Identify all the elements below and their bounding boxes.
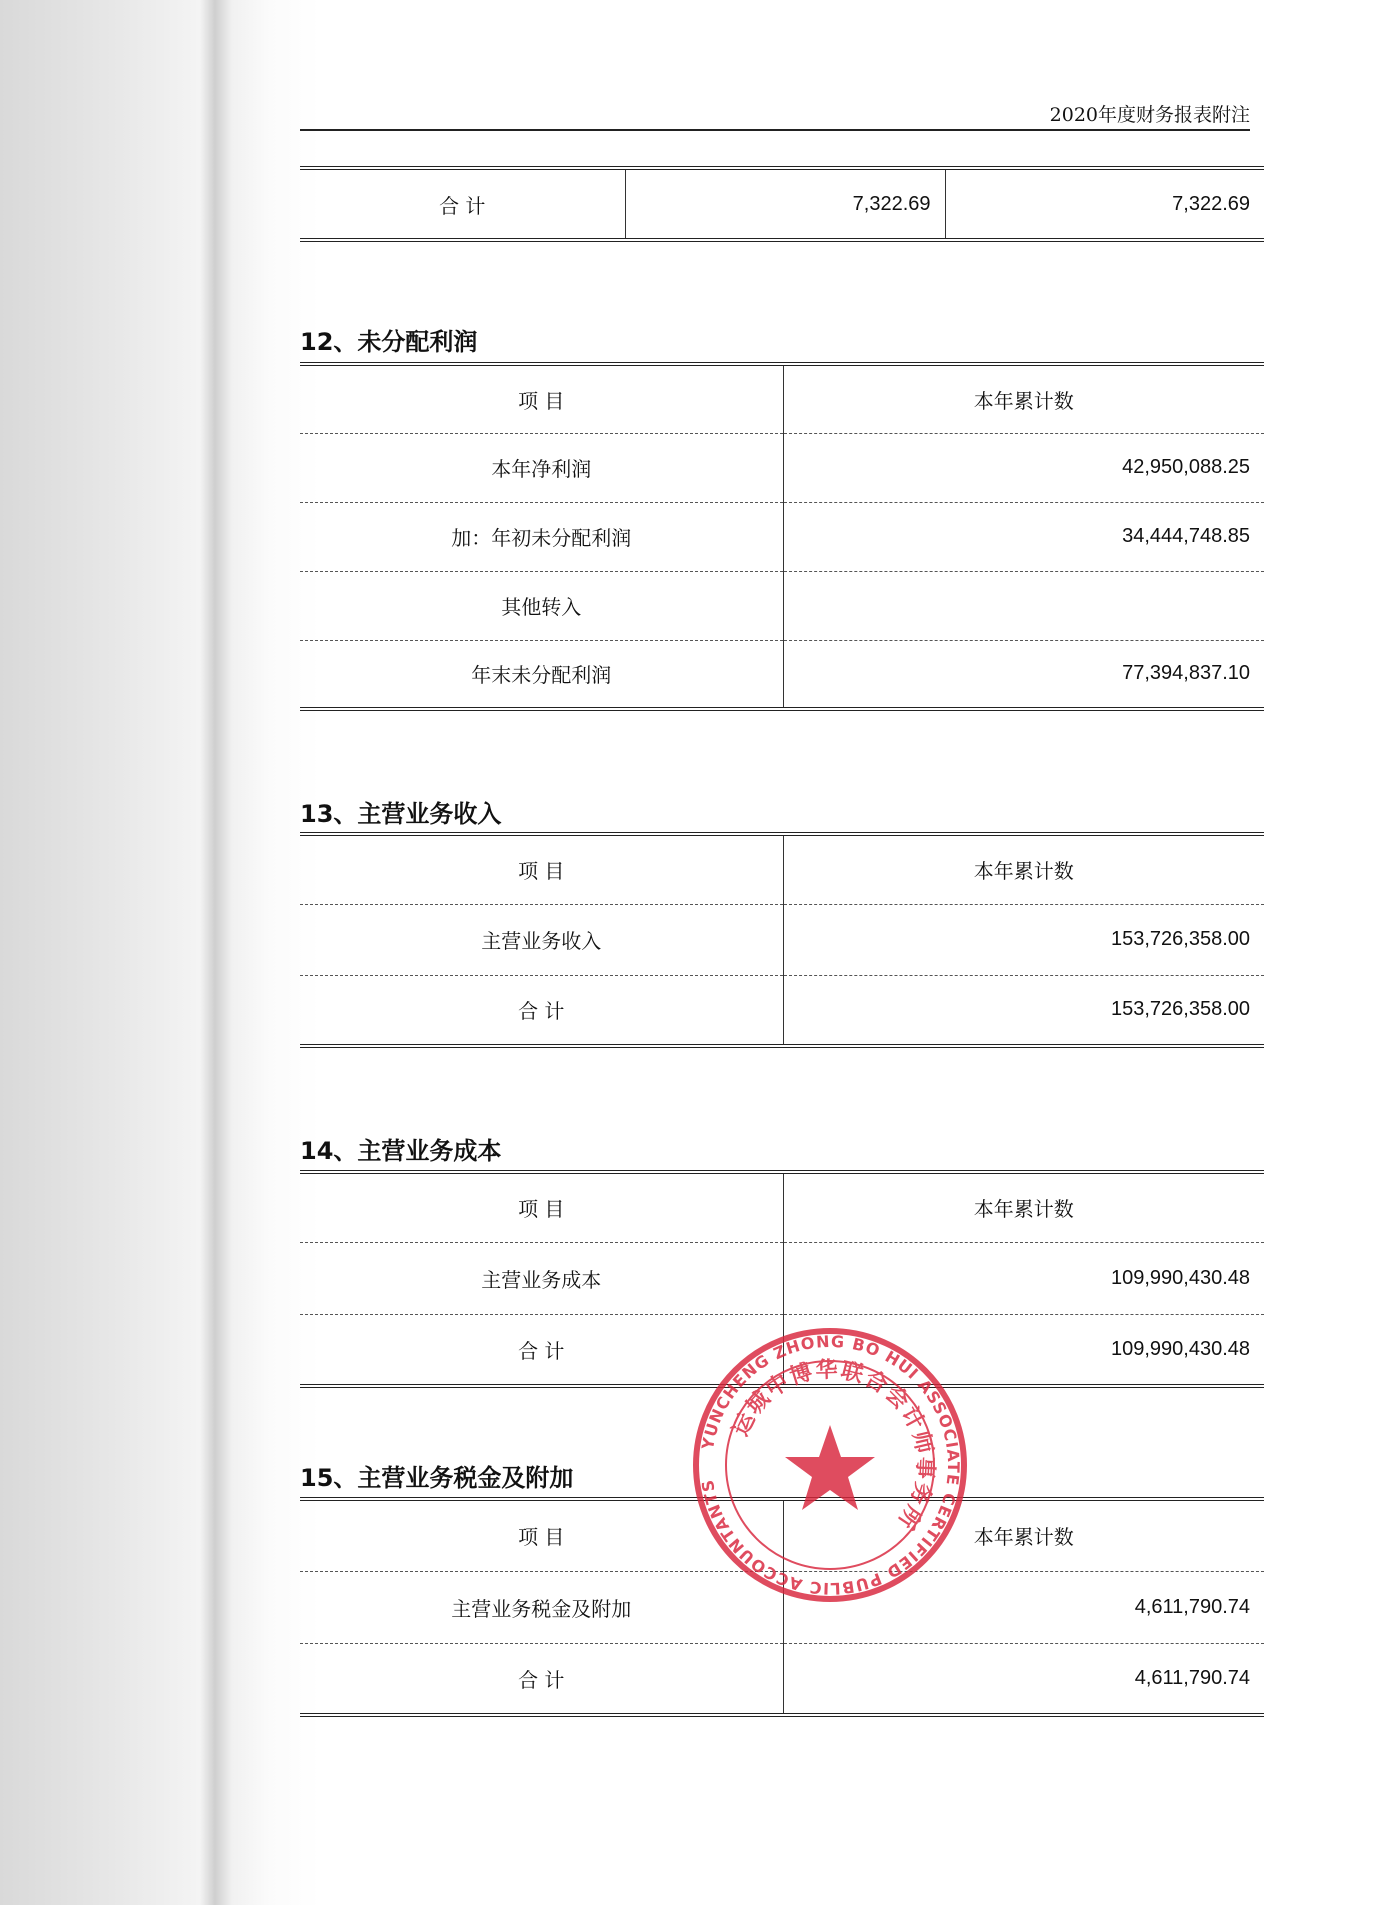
row-value: 153,726,358.00 (783, 975, 1264, 1046)
row-value: 109,990,430.48 (783, 1242, 1264, 1314)
col-value-header: 本年累计数 (783, 1499, 1264, 1571)
section-12-table (300, 362, 1264, 711)
table-row (300, 502, 1264, 571)
table-row (300, 571, 1264, 640)
table-row (300, 1242, 1264, 1314)
row-value: 77,394,837.10 (783, 640, 1264, 709)
total-value-2: 7,322.69 (945, 168, 1264, 240)
row-label: 主营业务税金及附加 (300, 1571, 783, 1643)
table-header-row (300, 834, 1264, 904)
section-13-title: 13、主营业务收入 (300, 800, 502, 828)
table-row (300, 904, 1264, 975)
company-seal (690, 1325, 970, 1605)
table-header-row (300, 1172, 1264, 1242)
row-label: 加：年初未分配利润 (300, 502, 783, 571)
table-row (300, 1643, 1264, 1715)
table-row (300, 975, 1264, 1046)
col-value-header: 本年累计数 (783, 834, 1264, 904)
row-label: 其他转入 (300, 571, 783, 640)
row-value: 34,444,748.85 (783, 502, 1264, 571)
row-value: 4,611,790.74 (783, 1571, 1264, 1643)
section-14-title: 14、主营业务成本 (300, 1137, 502, 1165)
seal-star-icon (785, 1425, 875, 1510)
page-header-title: 2020年度财务报表附注 (1049, 104, 1250, 126)
row-value: 42,950,088.25 (783, 433, 1264, 502)
col-item-header: 项 目 (300, 834, 783, 904)
row-value: 109,990,430.48 (783, 1314, 1264, 1386)
seal-inner-text: 运城中博华联合会计师事务所 (728, 1357, 938, 1535)
row-label: 主营业务成本 (300, 1242, 783, 1314)
total-value-1: 7,322.69 (625, 168, 945, 240)
col-value-header: 本年累计数 (783, 364, 1264, 433)
table-row (300, 433, 1264, 502)
table-row (300, 640, 1264, 709)
table-row (300, 168, 1264, 240)
col-item-header: 项 目 (300, 364, 783, 433)
seal-outer-text: YUNCHENG ZHONG BO HUI ASSOCIATE CERTIFIED PUBLIC ACCOUNTANTS (697, 1331, 964, 1599)
header-rule (300, 129, 1250, 131)
total-label: 合 计 (300, 168, 625, 240)
table-header-row (300, 364, 1264, 433)
row-value (783, 571, 1264, 640)
continuation-table (300, 166, 1264, 242)
section-15-title: 15、主营业务税金及附加 (300, 1464, 574, 1492)
section-12-title: 12、未分配利润 (300, 328, 478, 356)
col-item-header: 项 目 (300, 1499, 783, 1571)
row-label: 合 计 (300, 1643, 783, 1715)
row-label: 本年净利润 (300, 433, 783, 502)
row-value: 153,726,358.00 (783, 904, 1264, 975)
row-label: 年末未分配利润 (300, 640, 783, 709)
section-13-table (300, 832, 1264, 1048)
col-item-header: 项 目 (300, 1172, 783, 1242)
row-value: 4,611,790.74 (783, 1643, 1264, 1715)
col-value-header: 本年累计数 (783, 1172, 1264, 1242)
row-label: 合 计 (300, 1314, 783, 1386)
row-label: 合 计 (300, 975, 783, 1046)
row-label: 主营业务收入 (300, 904, 783, 975)
